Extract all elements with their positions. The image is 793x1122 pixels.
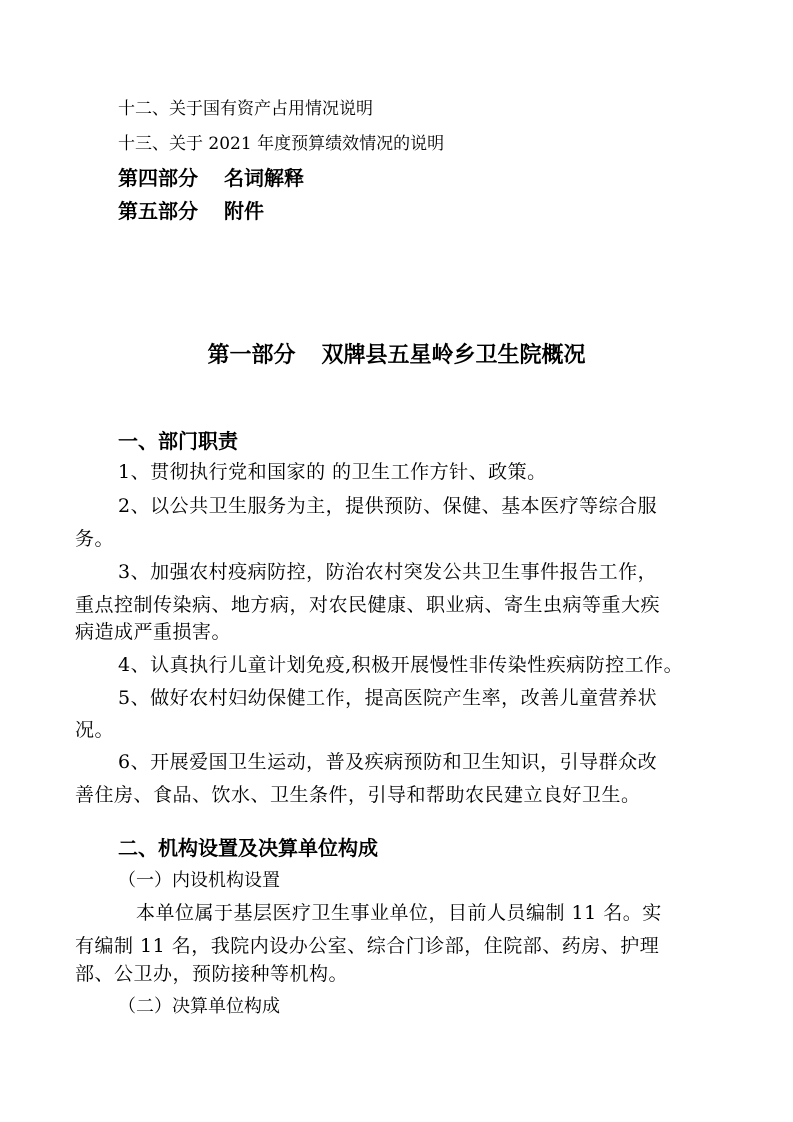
duty-line-6: 6、开展爱国卫生运动，普及疾病预防和卫生知识，引导群众改 [118,751,658,773]
toc-item-13: 十三、关于 2021 年度预算绩效情况的说明 [118,134,445,154]
part-one-title [0,344,793,366]
structure-para-line-3: 部、公卫办，预防接种等机构。 [75,963,349,985]
duty-line-1: 1、贯彻执行党和国家的 的卫生工作方针、政策。 [118,461,547,483]
toc-item-12: 十二、关于国有资产占用情况说明 [118,99,373,119]
part-one-number: 第一部分 [207,342,296,368]
structure-para-line-1: 本单位属于基层医疗卫生事业单位，目前人员编制 11 名。实 [136,902,662,924]
toc-part-four-number: 第四部分 [118,166,198,190]
duty-line-3: 3、加强农村疫病防控，防治农村突发公共卫生事件报告工作， [118,561,658,583]
section-one-heading: 一、部门职责 [118,429,238,453]
toc-part-four-title: 名词解释 [224,166,304,190]
part-one-name: 双牌县五星岭乡卫生院概况 [321,342,586,368]
toc-part-five [118,201,264,221]
internal-structure-heading: （一）内设机构设置 [118,870,280,891]
toc-part-five-title: 附件 [224,199,264,223]
duty-line-3-cont-b: 病造成严重损害。 [75,621,232,643]
duty-line-2-cont: 务。 [75,528,115,550]
duty-line-6-cont: 善住房、食品、饮水、卫生条件，引导和帮助农民建立良好卫生。 [75,784,641,806]
final-account-units-heading: （二）决算单位构成 [118,996,280,1017]
duty-line-2: 2、以公共卫生服务为主，提供预防、保健、基本医疗等综合服 [118,495,658,517]
section-two-heading: 二、机构设置及决算单位构成 [118,836,378,860]
toc-part-four [118,168,304,188]
duty-line-5-cont: 况。 [75,719,115,741]
toc-part-five-number: 第五部分 [118,199,198,223]
duty-line-5: 5、做好农村妇幼保健工作，提高医院产生率，改善儿童营养状 [118,687,658,709]
structure-para-line-2: 有编制 11 名，我院内设办公室、综合门诊部，住院部、药房、护理 [75,935,660,957]
duty-line-3-cont-a: 重点控制传染病、地方病，对农民健康、职业病、寄生虫病等重大疾 [75,594,661,616]
duty-line-4: 4、认真执行儿童计划免疫,积极开展慢性非传染性疾病防控工作。 [118,654,684,676]
